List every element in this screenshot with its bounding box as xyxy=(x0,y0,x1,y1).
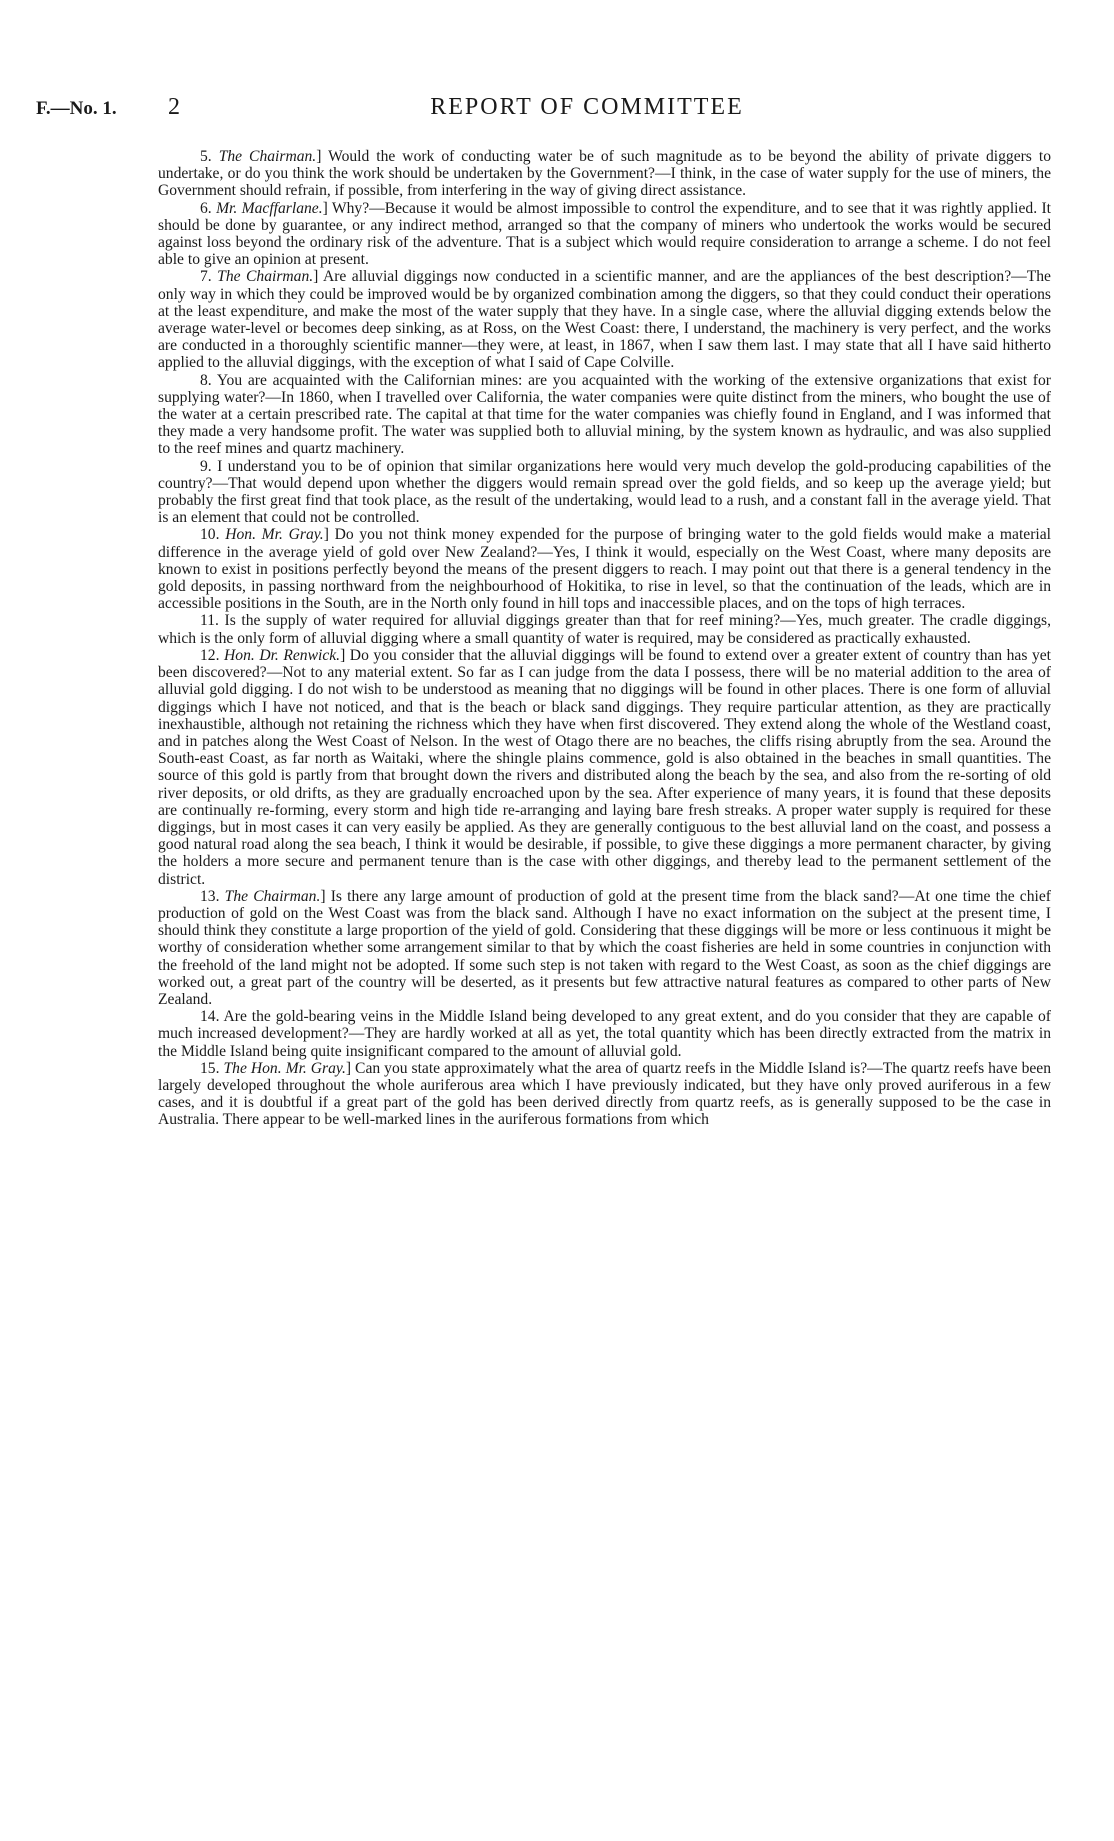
speaker: The Chairman. xyxy=(217,268,314,286)
question-number: 7. xyxy=(200,268,212,286)
speaker: The Hon. Mr. Gray. xyxy=(223,1059,346,1077)
paragraph-14 xyxy=(158,1008,1051,1060)
paragraph-text: ] Can you state approximately what the area of quartz reefs in the Middle Island is?—The quartz reefs have been largely developed throughout the whole auriferous area which I have previously indicated, but they have only proved auriferous in a few cases, and it is doubtful if a great part of the gold has been derived directly from quartz reefs, as is generally supposed to be the case in Australia. There appear to be well-marked lines in the auriferous formations from which xyxy=(158,1059,1052,1129)
page-header xyxy=(36,94,1078,124)
question-number: 5. xyxy=(200,148,212,165)
paragraph-text: I understand you to be of opinion that similar organizations here would very much develop the gold-producing capabilities of the country?—That would depend upon whether the diggers would remain spread over the gold fields, and so keep up the average yield; but probably the first great find that took place, as the result of the undertaking, would lead to a rush, and a constant fall in the average yield. That is an element that could not be controlled. xyxy=(158,457,1051,527)
paragraph-8 xyxy=(158,372,1051,458)
paragraph-text: ] Why?—Because it would be almost impossible to control the expenditure, and to see that it was rightly applied. It should be done by guarantee, or any indirect method, arranged so that the company of miners who undertook the works would be secured against loss beyond the ordinary risk of the adventure. That is a subject which would require consideration to arrange a scheme. I do not feel able to give an opinion at present. xyxy=(158,199,1051,269)
paragraph-11 xyxy=(158,612,1051,646)
page-title: REPORT OF COMMITTEE xyxy=(430,94,744,120)
paragraph-9 xyxy=(158,458,1051,527)
paragraph-text: ] Is there any large amount of production of gold at the present time from the black sand?—At one time the chief production of gold on the West Coast was from the black sand. Although I have no exact information on the subject at the present time, I should think they constitute a large proportion of the yield of gold. Considering that these diggings will be more or less continuous it might be worthy of consideration whether some arrangement similar to that by which the coast fisheries are held in some countries in conjunction with the freehold of the land might not be adopted. If some such step is not taken with regard to the West Coast, as soon as the chief diggings are worked out, a great part of the country will be deserted, as it presents but few attractive natural features as compared to other parts of New Zealand. xyxy=(158,887,1051,1008)
speaker: Mr. Macffarlane. xyxy=(216,199,323,217)
paragraph-15 xyxy=(158,1060,1051,1129)
paragraph-13 xyxy=(158,888,1051,1008)
question-number: 8. xyxy=(200,371,212,389)
question-number: 11. xyxy=(200,612,219,630)
paragraph-7 xyxy=(158,268,1051,371)
paragraph-text: Are the gold-bearing veins in the Middle Island being developed to any great extent, and do you consider that they are capable of much increased development?—They are hardly worked at all as yet, the total quantity which has been directly extracted from the matrix in the Middle Island being quite insignificant compared to the amount of alluvial gold. xyxy=(158,1008,1051,1060)
question-number: 14. xyxy=(200,1008,220,1026)
body-text xyxy=(158,148,1051,1129)
paragraph-10 xyxy=(158,526,1051,612)
speaker: Hon. Mr. Gray. xyxy=(225,526,324,544)
speaker: The Chairman. xyxy=(218,148,317,165)
question-number: 12. xyxy=(200,646,220,664)
page-number: 2 xyxy=(168,94,180,120)
speaker: The Chairman. xyxy=(224,887,321,905)
question-number: 15. xyxy=(200,1059,220,1077)
paragraph-text: ] Are alluvial diggings now conducted in a scientific manner, and are the appliances of the best description?—The only way in which they could be improved would be by organized combination among the diggers, so that they could conduct their operations at the least expenditure, and make the most of the water supply that they have. In a single case, where the alluvial digging extends below the average water-level or becomes deep sinking, as at Ross, on the West Coast: there, I understand, the machinery is very perfect, and the works are conducted in a thoroughly scientific manner—they were, at least, in 1867, when I saw them last. I may state that all I have said hitherto applied to the alluvial diggings, with the exception of what I said of Cape Colville. xyxy=(158,268,1051,372)
document-reference: F.—No. 1. xyxy=(36,98,117,119)
paragraph-12 xyxy=(158,647,1051,888)
question-number: 13. xyxy=(200,887,220,905)
paragraph-5 xyxy=(158,148,1051,200)
paragraph-text: ] Would the work of conducting water be of such magnitude as to be beyond the ability of private diggers to undertake, or do you think the work should be undertaken by the Government?—I think, in the case of water supply for the use of miners, the Government should refrain, if possible, from interfering in the way of giving direct assistance. xyxy=(158,148,1051,200)
paragraph-6 xyxy=(158,200,1051,269)
question-number: 6. xyxy=(200,199,212,217)
paragraph-text: Is the supply of water required for alluvial diggings greater than that for reef mining?—Yes, much greater. The cradle diggings, which is the only form of alluvial digging where a small quantity of water is required, may be considered as practically exhausted. xyxy=(158,612,1051,647)
paragraph-text: ] Do you consider that the alluvial diggings will be found to extend over a greater extent of country than has yet been discovered?—Not to any material extent. So far as I can judge from the data I possess, there will be no material addition to the area of alluvial gold digging. I do not wish to be understood as meaning that no diggings will be found in other places. There is one form of alluvial diggings which I have not noticed, and that is the beach or black sand diggings. They require particular attention, as they are practically inexhaustible, although not retaining the richness which they have when first discovered. They extend along the whole of the Westland coast, and in patches along the West Coast of Nelson. In the west of Otago there are no beaches, the cliffs rising abruptly from the sea. Around the South-east Coast, as far north as Waitaki, where the shingle plains commence, gold is also obtained in the beaches in small quantities. The source of this gold is partly from that brought down the rivers and distributed along the beach by the sea, and also from the re-sorting of old river deposits, or old drifts, as they are gradually encroached upon by the sea. After experience of many years, it is found that these deposits are continually re-forming, every storm and high tide re-arranging and laying bare fresh streaks. A proper water supply is required for these diggings, but in most cases it can very easily be applied. As they are generally contiguous to the best alluvial land on the coast, and possess a good natural road along the sea beach, I think it would be desirable, if possible, to give these diggings a more permanent character, by giving the holders a more secure and permanent tenure than is the case with other diggings, and thereby lead to the permanent settlement of the district. xyxy=(158,646,1051,888)
question-number: 9. xyxy=(200,457,212,475)
question-number: 10. xyxy=(200,526,220,544)
speaker: Hon. Dr. Renwick. xyxy=(224,646,341,664)
paragraph-text: You are acquainted with the Californian mines: are you acquainted with the working of the extensive organizations that exist for supplying water?—In 1860, when I travelled over California, the water companies were quite distinct from the miners, who bought the use of the water at a certain prescribed rate. The capital at that time for the water companies was chiefly found in England, and I was informed that they made a very handsome profit. The water was supplied both to alluvial mining, by the system known as hydraulic, and was also supplied to the reef mines and quartz machinery. xyxy=(158,371,1051,458)
paragraph-text: ] Do you not think money expended for the purpose of bringing water to the gold fields would make a material difference in the average yield of gold over New Zealand?—Yes, I think it would, especially on the West Coast, where many deposits are known to exist in positions perfectly beyond the means of the present diggers to reach. I may point out that there is a general tendency in the gold deposits, in passing northward from the neighbourhood of Hokitika, to rise in level, so that the continuation of the leads, which are in accessible positions in the South, are in the North only found in hill tops and inaccessible places, and on the tops of high terraces. xyxy=(158,526,1051,613)
